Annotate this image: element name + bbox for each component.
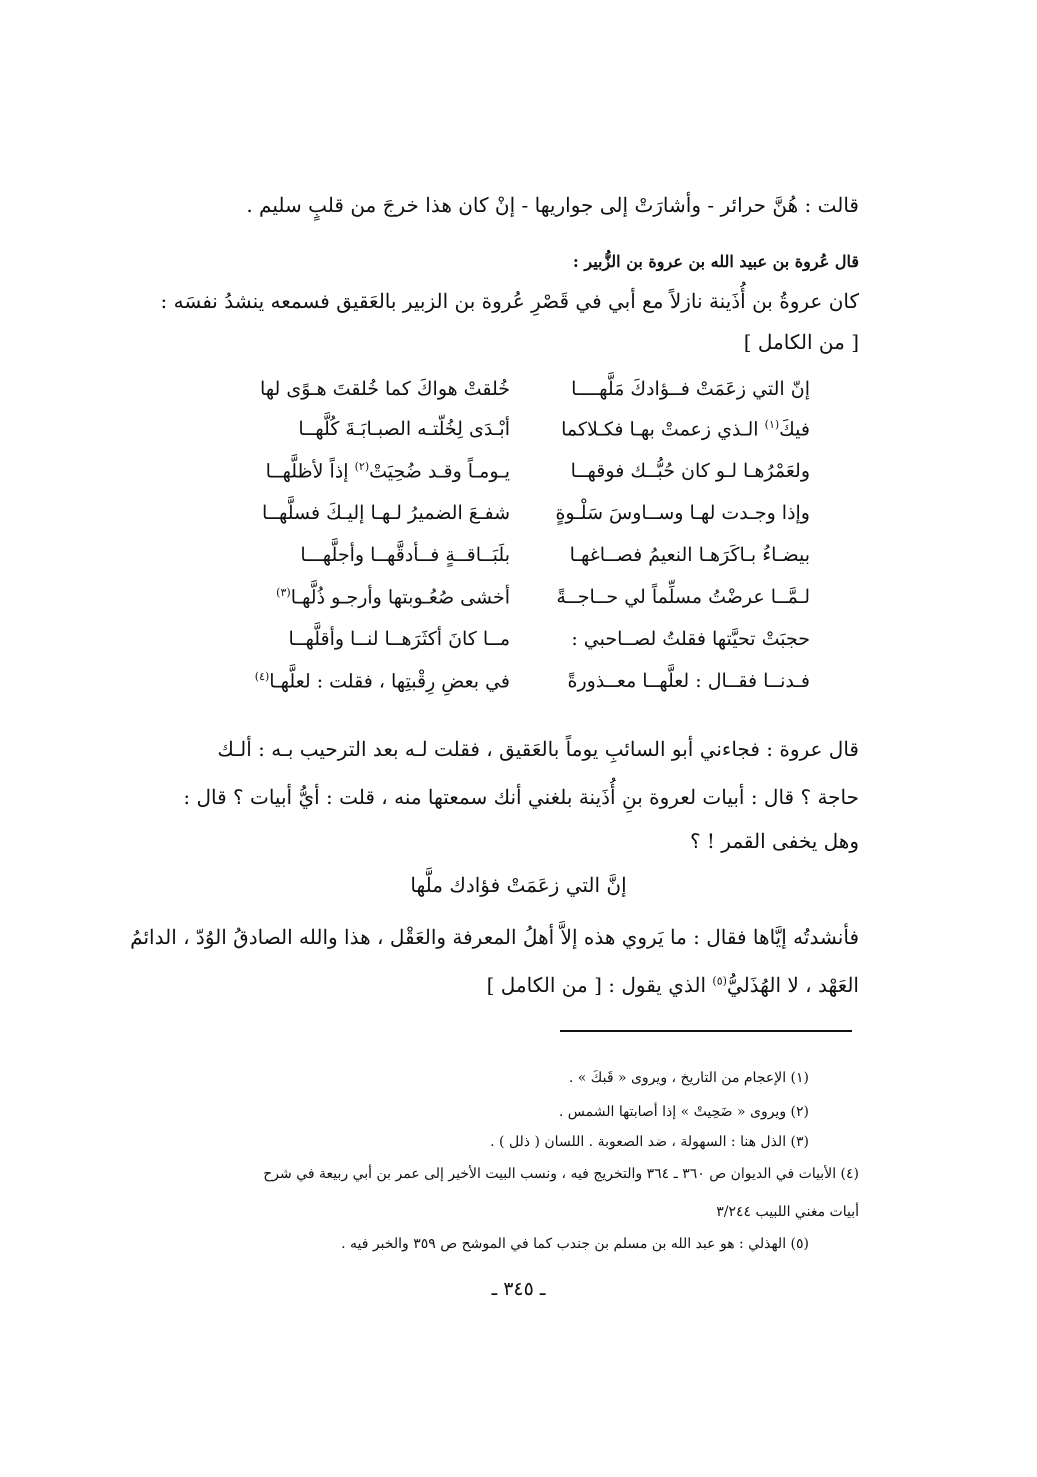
verse-sadr: بيضـاءُ بـاكَرَهـا النعيمُ فصــاغهـا xyxy=(569,544,810,566)
footnote-1: (١) الإعجام من التاريخ ، ويروى « قَبكَ » . xyxy=(568,1070,809,1086)
footnote-ref: (٤) xyxy=(254,670,270,683)
verse-ajuz: خُلقتْ هواكَ كما خُلقتَ هـوًى لها xyxy=(259,378,510,400)
verse xyxy=(210,502,810,540)
paragraph1-line1: كان عروةُ بن أُذَينة نازلاً مع أبي في قَصْرِ عُروة بن الزبير بالعَقيق فسمعه ينشدُ نفسَه : xyxy=(160,289,859,313)
footnote-3: (٣) الذل هنا : السهولة ، ضد الصعوبة . اللسان ( ذلل ) . xyxy=(490,1134,809,1150)
paragraph2-line2: حاجة ؟ قال : أبيات لعروة بنِ أُذَينة بلغني أنك سمعتها منه ، قلت : أيُّ أبيات ؟ قال : xyxy=(183,785,859,809)
footnote-ref: (٣) xyxy=(276,586,291,599)
footnote-4-line1: (٤) الأبيات في الديوان ص ٣٦٠ ـ ٣٦٤ والتخريج فيه ، ونسب البيت الأخير إلى عمر بن أبي ربيعة في شرح xyxy=(263,1166,859,1182)
footnote-2: (٢) ويروى « ضَحِيتْ » إذا أصابتها الشمس . xyxy=(558,1104,809,1120)
verse xyxy=(210,418,810,456)
verse-sadr: فـدنــا فقــال : لعلَّهــا معــذورةً xyxy=(567,670,810,692)
paragraph1-meter-label: [ من الكامل ] xyxy=(743,330,859,354)
paragraph2-line3: وهل يخفى القمر ! ؟ xyxy=(689,829,859,853)
verse xyxy=(210,544,810,582)
paragraph3-line2: العَهْد ، لا الهُذَليُّ$^{(٥)}$ الذي يقول : [ من الكامل ] xyxy=(486,973,859,997)
footnote-4-line2: أبيات مغني اللبيب ٣/٢٤٤ xyxy=(716,1204,859,1220)
verse-ajuz: في بعضِ رِقْبتِها ، فقلت : لعلَّهـا$^{(٤)}$ xyxy=(254,670,510,693)
intro-line: قالت : هُنَّ حرائر - وأشارَتْ إلى جواريها - إنْ كان هذا خرجَ من قلبٍ سليم . xyxy=(246,193,859,217)
section-heading: قال عُروة بن عبيد الله بن عروة بن الزُّبير : xyxy=(572,252,859,271)
verse-ajuz: أبْـدَى لِخُلّتـه الصبـابَـةَ كُلَّهــا xyxy=(298,418,510,440)
verse-ajuz: شفـعَ الضميرُ لـهـا إليـكَ فسلَّهــا xyxy=(262,502,510,524)
page-number: ـ ٣٤٥ ـ xyxy=(491,1278,546,1300)
footnote-5: (٥) الهذلي : هو عبد الله بن مسلم بن جندب كما في الموشح ص ٣٥٩ والخبر فيه . xyxy=(341,1236,809,1252)
verse xyxy=(210,670,810,708)
footnote-ref: (٢) xyxy=(354,460,370,473)
footnote-divider xyxy=(560,1030,852,1032)
verse-sadr: فيكَ$^{(١)}$ الـذي زعمتْ بهـا فكـلاكما xyxy=(561,418,810,441)
verse-ajuz: أخشى صُعُـوبتها وأرجـو ذُلَّهـا$^{(٣)}$ xyxy=(276,586,510,609)
verse-ajuz: بلَبَــاقــةٍ فــأدقَّهــا وأجلَّهـــا xyxy=(300,544,510,566)
footnote-ref: (٥) xyxy=(712,974,727,988)
verse xyxy=(210,460,810,498)
verse xyxy=(210,628,810,666)
verse xyxy=(210,378,810,416)
quoted-hemistich: إنَّ التي زعَمَتْ فؤادك ملَّها xyxy=(410,873,627,897)
verse-sadr: إنّ التي زعَمَتْ فــؤادكَ مَلَّهــــا xyxy=(571,378,810,400)
verse-sadr: وإذا وجـدت لهـا وســاوسَ سَلْـوةٍ xyxy=(555,502,810,524)
verse-ajuz: مــا كانَ أكثَرَهــا لنــا وأقلَّهــا xyxy=(288,628,510,650)
verse-ajuz: يـومـاً وقـد ضُحِيَتْ$^{(٢)}$ إذاً لأظلَّهــا xyxy=(265,460,510,483)
verse xyxy=(210,586,810,624)
paragraph3-line1: فأنشدتُه إيَّاها فقال : ما يَروي هذه إلاَّ أهلُ المعرفة والعَقْل ، هذا والله الصادقُ الوُدّ ، الدائمُ xyxy=(130,925,859,949)
footnote-ref: (١) xyxy=(764,418,780,431)
verse-sadr: لـمَّــا عرضْتُ مسلِّماً لي حــاجــةً xyxy=(556,586,810,608)
verse-sadr: حجبَتْ تحيَّتها فقلتُ لصــاحبي : xyxy=(571,628,810,650)
paragraph2-line1: قال عروة : فجاءني أبو السائبِ يوماً بالعَقيق ، فقلت لـه بعد الترحيب بـه : ألـك xyxy=(217,737,859,761)
verse-sadr: ولعَمْرُهـا لـو كان حُبُّــك فوقهــا xyxy=(570,460,810,482)
